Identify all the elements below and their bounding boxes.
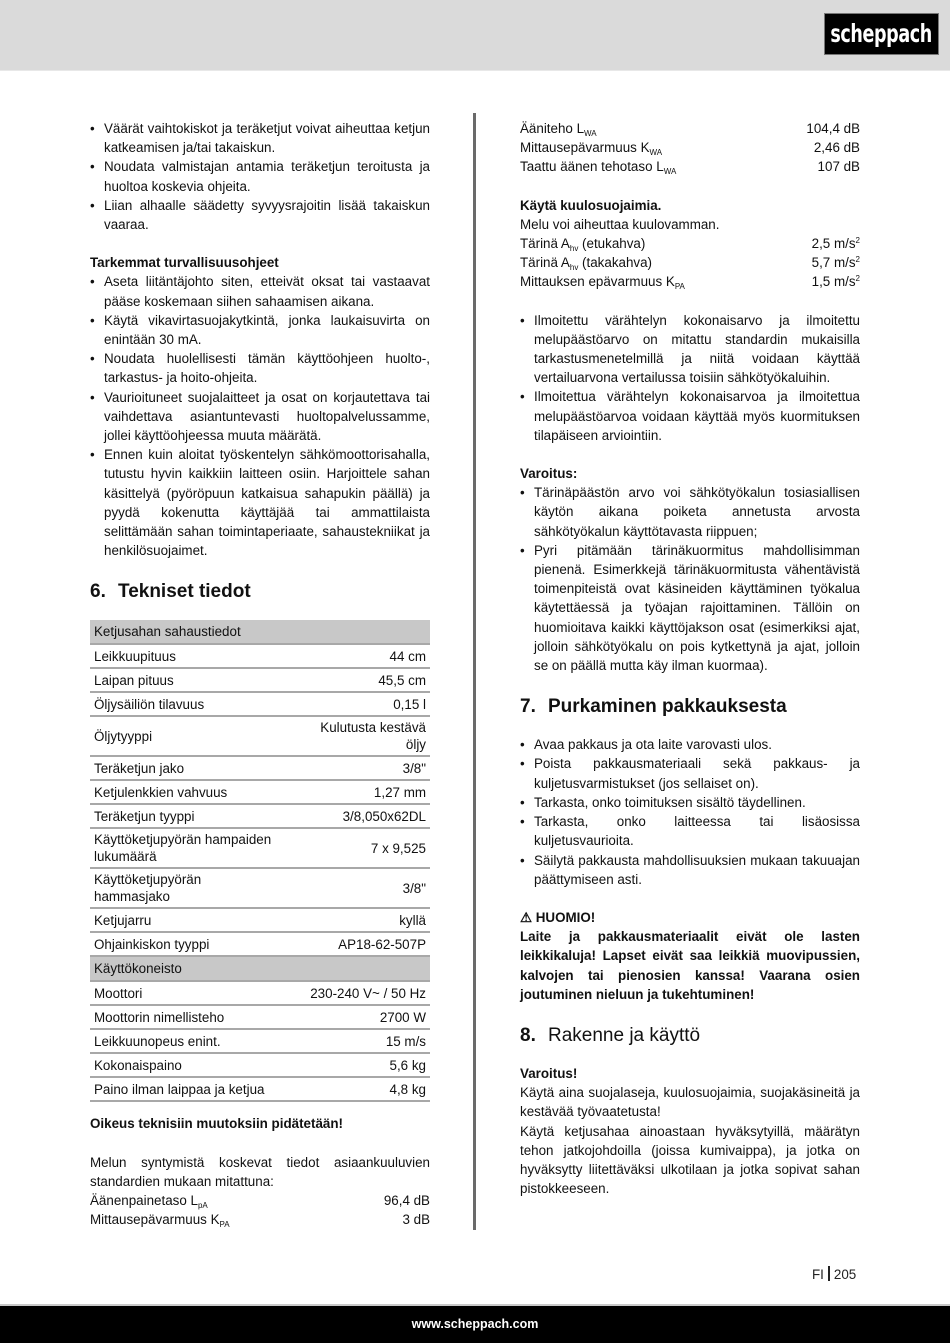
list-item: • Vaurioituneet suojalaitteet ja osat on korjautettava tai vaihdettava asiantuntevasti huoltopalvelussamme, jollei käyttöohjeessa muuta määrätä. (90, 388, 430, 446)
table-row: Moottorin nimellisteho 2700 W (90, 1005, 430, 1029)
list-item: • Ilmoitettu värähtelyn kokonaisarvo ja ilmoitettu melupäästöarvo on mitattu standardin mukaisilla tarkastusmenetelmillä ja niitä voidaan käyttää vertailuarvona vertailussa toisiin sähkötyökaluihin. (520, 311, 860, 388)
table-row: Leikkuunopeus enint. 15 m/s (90, 1029, 430, 1053)
page-footer (0, 1304, 950, 1343)
table-row: Käyttöketjupyörän hammasjako 3/8" (90, 868, 430, 908)
list-item: • Liian alhaalle säädetty syvyysrajoitin lisää takaiskun vaaraa. (90, 196, 430, 234)
table-row: Öljysäiliön tilavuus 0,15 l (90, 692, 430, 716)
warning2-heading: Varoitus! (520, 1065, 578, 1081)
right-column (520, 119, 860, 1198)
list-item: • Noudata valmistajan antamia teräketjun teroitusta ja huoltoa koskevia ohjeita. (90, 157, 430, 195)
warning2-text: Käytä ketjusahaa ainoastaan hyväksytyillä, määrätyn tehon jatkojohdoilla (joissa kumivaippa), ja jotka on hyväksytty liitettäväksi ulkotilaan ja jotka sopivat sahan pistokkeeseen. (520, 1123, 860, 1197)
table-row: Paino ilman laippaa ja ketjua 4,8 kg (90, 1077, 430, 1101)
unpack-list (520, 735, 860, 889)
list-item: • Tarkasta, onko laitteessa tai lisäosissa kuljetusvaurioita. (520, 812, 860, 850)
list-item: • Avaa pakkaus ja ota laite varovasti ulos. (520, 735, 860, 754)
page-header (0, 0, 950, 71)
table-row: Ketjujarru kyllä (90, 908, 430, 932)
list-item: • Aseta liitäntäjohto siten, etteivät oksat tai vastaavat pääse koskemaan siihen sahaamisen aikana. (90, 272, 430, 310)
noise-row: Mittausepävarmuus $K_{PA}$ 3 dB (90, 1212, 430, 1230)
list-item: • Säilytä pakkausta mahdollisuuksien mukaan takuuajan päättymiseen asti. (520, 851, 860, 889)
safety-list (90, 272, 430, 560)
section-7-heading: 7. Purkaminen pakkauksesta (520, 696, 787, 718)
list-item: • Ennen kuin aloitat työskentelyn sähkömoottorisahalla, tutustu hyvin kaikkiin laitteen osiin. Harjoittele sahan käsittelyä (pyöröpuun katkaisua sahapukin päällä) ja pyydä kokenutta käyttäjää tai ammattilaista selittämään sahan toimintaperiaate, sahaustekniikat ja henkilösuojaimet. (90, 445, 430, 560)
warning-heading: Varoitus: (520, 466, 578, 482)
warning2-text: Käytä aina suojalaseja, kuulosuojaimia, suojakäsineitä ja kestävää työvaatetusta! (520, 1085, 860, 1120)
table-row: Käyttöketjupyörän hampaiden lukumäärä 7 x 9,525 (90, 828, 430, 868)
safety-heading: Tarkemmat turvallisuusohjeet (90, 255, 279, 271)
chain-warnings-list (90, 119, 430, 234)
vibration-row: Mittauksen epävarmuus $K_{PA}$ 1,5 $m/s^2$ (520, 274, 860, 292)
list-item: • Tarkasta, onko toimituksen sisältö täydellinen. (520, 793, 860, 812)
noise-row: Äänenpainetaso $L_{pA}$ 96,4 dB (90, 1193, 430, 1211)
list-item: • Ilmoitettua värähtelyn kokonaisarvoa ja ilmoitettua melupäästöarvoa voidaan käyttää myös kuormituksen tilapäiseen arviointiin. (520, 387, 860, 445)
hearing-heading: Käytä kuulosuojaimia. (520, 197, 662, 213)
list-item: • Tärinäpäästön arvo voi sähkötyökalun tosiasiallisen käytön aikana poiketa annetusta arvosta sähkötyökalun käyttötavasta riippuen; (520, 483, 860, 541)
table-row: Teräketjun tyyppi 3/8,050x62DL (90, 804, 430, 828)
warning-list (520, 483, 860, 675)
vibration-row: Tärinä $A_{hv}$ (takakahva) 5,7 $m/s^2$ (520, 255, 860, 273)
table-row: Laipan pituus 45,5 cm (90, 668, 430, 692)
logo-text: scheppach (830, 19, 933, 49)
vibration-row: Tärinä $A_{hv}$ (etukahva) 2,5 $m/s^2$ (520, 236, 860, 254)
section-6-heading: 6. Tekniset tiedot (90, 581, 251, 603)
section-8-heading: 8. Rakenne ja käyttö (520, 1024, 701, 1046)
left-column (90, 119, 430, 1229)
spec-table (90, 620, 430, 1102)
list-item: • Noudata huolellisesti tämän käyttöohjeen huolto-, tarkastus- ja hoito-ohjeita. (90, 349, 430, 387)
separator (828, 1266, 830, 1281)
table-section-header: Käyttökoneisto (90, 956, 430, 981)
attention-text: Laite ja pakkausmateriaalit eivät ole lasten leikkikaluja! Lapset eivät saa leikkiä muovipussien, kalvojen tai pienosien kanssa! Vaarana osien joutuminen nieluun ja tukehtuminen! (520, 929, 860, 1002)
noise-intro: Melun syntymistä koskevat tiedot asiaankuuluvien standardien mukaan mitattuna: (90, 1154, 430, 1189)
sound-row: Ääniteho $L_{WA}$ 104,4 dB (520, 121, 860, 138)
table-section-header: Ketjusahan sahaustiedot (90, 620, 430, 644)
list-item: • Käytä vikavirtasuojakytkintä, jonka laukaisuvirta on enintään 30 mA. (90, 311, 430, 349)
column-divider (473, 113, 476, 1230)
info-list (520, 311, 860, 445)
rights-note: Oikeus teknisiin muutoksiin pidätetään! (90, 1116, 343, 1132)
page-number: FI 205 (812, 1267, 857, 1282)
table-row: Teräketjun jako 3/8" (90, 756, 430, 780)
table-row: Moottori 230-240 V~ / 50 Hz (90, 981, 430, 1005)
list-item: • Väärät vaihtokiskot ja teräketjut voivat aiheuttaa ketjun katkeamisen ja/tai takaiskun. (90, 119, 430, 157)
warning-triangle-icon: ⚠ (520, 909, 533, 925)
sound-row: Taattu äänen tehotaso $L_{WA}$ 107 dB (520, 159, 860, 177)
website-link[interactable]: www.scheppach.com (411, 1316, 539, 1331)
table-row: Kokonaispaino 5,6 kg (90, 1053, 430, 1077)
sound-row: Mittausepävarmuus $K_{WA}$ 2,46 dB (520, 140, 860, 158)
table-row: Öljytyyppi Kulutusta kestävä öljy (90, 716, 430, 756)
list-item: • Pyri pitämään tärinäkuormitus mahdollisimman pienenä. Esimerkkejä tärinäkuormitusta vähentävistä toimenpiteistä ovat käsineiden käyttäminen työkalua käytettäessä ja työajan rajoittaminen. Tällöin on huomioitava kaikki käyttöjakson osat (esimerkiksi ajat, jolloin sähkötyökalu on pois kytkettynä ja ajat, jolloin se on päällä mutta käy ilman kuormaa). (520, 541, 860, 675)
table-row: Ohjainkiskon tyyppi AP18-62-507P (90, 932, 430, 956)
scheppach-logo (824, 13, 939, 55)
hearing-text: Melu voi aiheuttaa kuulovamman. (520, 216, 720, 232)
table-row: Ketjulenkkien vahvuus 1,27 mm (90, 780, 430, 804)
table-row: Leikkuupituus 44 cm (90, 644, 430, 668)
attention-heading: ⚠ HUOMIO! (520, 909, 596, 925)
list-item: • Poista pakkausmateriaali sekä pakkaus- ja kuljetusvarmistukset (jos sellaiset on). (520, 754, 860, 792)
